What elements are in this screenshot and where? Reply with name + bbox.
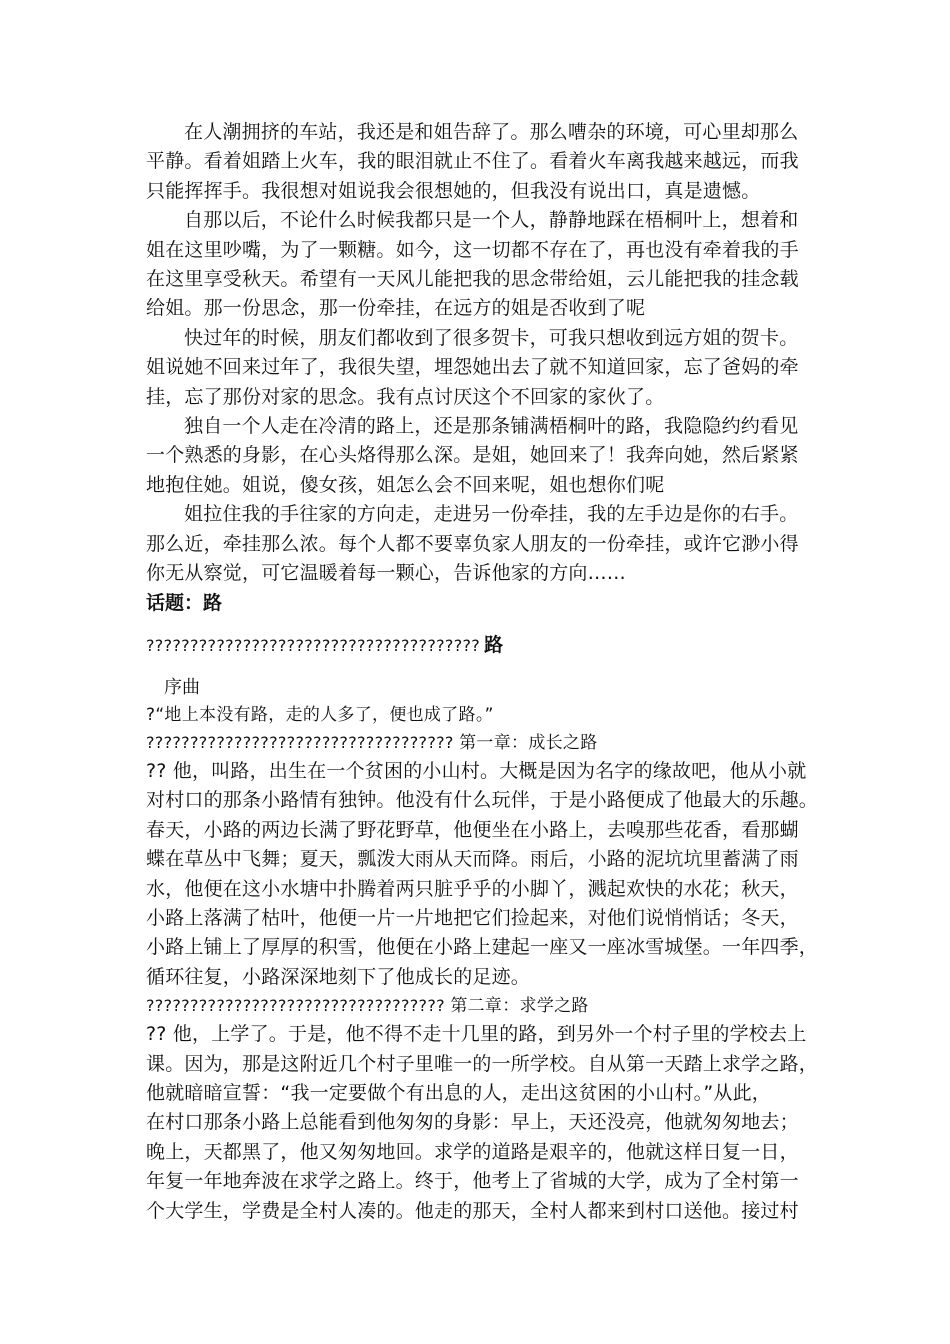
text-line: 循环往复，小路深深地刻下了他成长的足迹。: [146, 965, 531, 988]
essay-title-line: [146, 634, 806, 657]
text-line: 只能挥挥手。我很想对姐说我会很想她的，但我没有说出口，真是遗憾。: [146, 179, 761, 202]
text-line: 快过年的时候，朋友们都收到了很多贺卡，可我只想收到远方姐的贺卡。: [184, 326, 799, 349]
essay-title: 路: [484, 633, 504, 656]
text-line: 给姐。那一份思念，那一份牵挂，在远方的姐是否收到了呢: [146, 297, 646, 320]
text-line: 在人潮拥挤的车站，我还是和姐告辞了。那么嘈杂的环境，可心里却那么: [184, 121, 799, 143]
text-line: 个大学生，学费是全村人凑的。他走的那天，全村人都来到村口送他。接过村: [146, 1199, 799, 1222]
text-line: 一个熟悉的身影，在心头烙得那么深。是姐，她回来了！我奔向她，然后紧紧: [146, 444, 799, 467]
text-line: 姐在这里吵嘴，为了一颗糖。如今，这一切都不存在了，再也没有牵着我的手: [146, 238, 799, 261]
topic-heading: 话题：路: [146, 591, 223, 614]
text-line: ?? 他，叫路，出生在一个贫困的小山村。大概是因为名字的缘故吧，他从小就: [146, 759, 807, 782]
text-line: 那么近，牵挂那么浓。每个人都不要辜负家人朋友的一份牵挂，或许它渺小得: [146, 532, 799, 555]
text-line: 在这里享受秋天。希望有一天风儿能把我的思念带给姐，云儿能把我的挂念载: [146, 268, 799, 291]
prelude-heading: 序曲: [164, 676, 200, 698]
chapter-body: [146, 757, 819, 992]
text-line: 在村口那条小路上总能看到他匆匆的身影：早上，天还没亮，他就匆匆地去；: [146, 1111, 799, 1134]
text-line: 对村口的那条小路情有独钟。他没有什么玩伴，于是小路便成了他最大的乐趣。: [146, 789, 819, 812]
text-line: 年复一年地奔波在求学之路上。终于，他考上了省城的大学，成为了全村第一: [146, 1170, 799, 1193]
text-line: 平静。看着姐踏上火车，我的眼泪就止不住了。看着火车离我越来越远，而我: [146, 150, 799, 173]
text-line: 挂，忘了那份对家的思念。我有点讨厌这个不回家的家伙了。: [146, 385, 665, 408]
text-line: 姐说她不回来过年了，我很失望，埋怨她出去了就不知道回家，忘了爸妈的牵: [146, 356, 799, 379]
chapter-body: [146, 1020, 819, 1226]
garbled-prefix: ???????????????????????????????????: [146, 732, 454, 752]
text-line: 蝶在草丛中飞舞；夏天，瓢泼大雨从天而降。雨后，小路的泥坑坑里蓄满了雨: [146, 848, 799, 871]
text-line: 地抱住她。姐说，傻女孩，姐怎么会不回来呢，姐也想你们呢: [146, 473, 665, 496]
story-paragraph: [146, 500, 806, 588]
story-paragraph: [146, 324, 806, 412]
text-line: 晚上，天都黑了，他又匆匆地回。求学的道路是艰辛的，他就这样日复一日，: [146, 1140, 799, 1163]
text-line: 课。因为，那是这附近几个村子里唯一的一所学校。自从第一天踏上求学之路，: [146, 1052, 819, 1075]
story-paragraph: [146, 412, 806, 500]
story-paragraph: [146, 206, 806, 324]
document-body: [146, 118, 819, 1226]
text-line: 姐拉住我的手往家的方向走，走进另一份牵挂，我的左手边是你的右手。: [184, 503, 799, 526]
story-paragraph: [146, 118, 806, 206]
garbled-prefix: ??????????????????????????????????: [146, 996, 445, 1016]
chapter-title: 第二章：求学之路: [450, 996, 589, 1017]
text-line: 他就暗暗宣誓：“我一定要做个有出息的人，走出这贫困的小山村。”从此，: [146, 1081, 771, 1104]
chapter-heading: [146, 729, 806, 757]
text-line: 水，他便在这小水塘中扑腾着两只脏乎乎的小脚丫，溅起欢快的水花；秋天，: [146, 877, 799, 900]
chapter-title: 第一章：成长之路: [459, 732, 598, 753]
text-line: 你无从察觉，可它温暖着每一颗心，告诉他家的方向……: [146, 562, 627, 585]
quote-line: [146, 701, 806, 729]
text-line: 独自一个人走在冷清的路上，还是那条铺满梧桐叶的路，我隐隐约约看见: [184, 415, 799, 438]
garbled-prefix: ??????????????????????????????????????: [146, 635, 481, 655]
text-line: 小路上落满了枯叶，他便一片一片地把它们捡起来，对他们说悄悄话；冬天，: [146, 906, 799, 929]
text-line: 自那以后，不论什么时候我都只是一个人，静静地踩在梧桐叶上，想着和: [184, 209, 799, 232]
chapter-heading: [146, 992, 806, 1020]
text-line: 小路上铺上了厚厚的积雪，他便在小路上建起一座又一座冰雪城堡。一年四季，: [146, 936, 819, 959]
quote-text: ?“地上本没有路，走的人多了，便也成了路。”: [146, 704, 494, 725]
text-line: ?? 他，上学了。于是，他不得不走十几里的路，到另外一个村子里的学校去上: [146, 1023, 807, 1046]
text-line: 春天，小路的两边长满了野花野草，他便坐在小路上，去嗅那些花香，看那蝴: [146, 818, 799, 841]
